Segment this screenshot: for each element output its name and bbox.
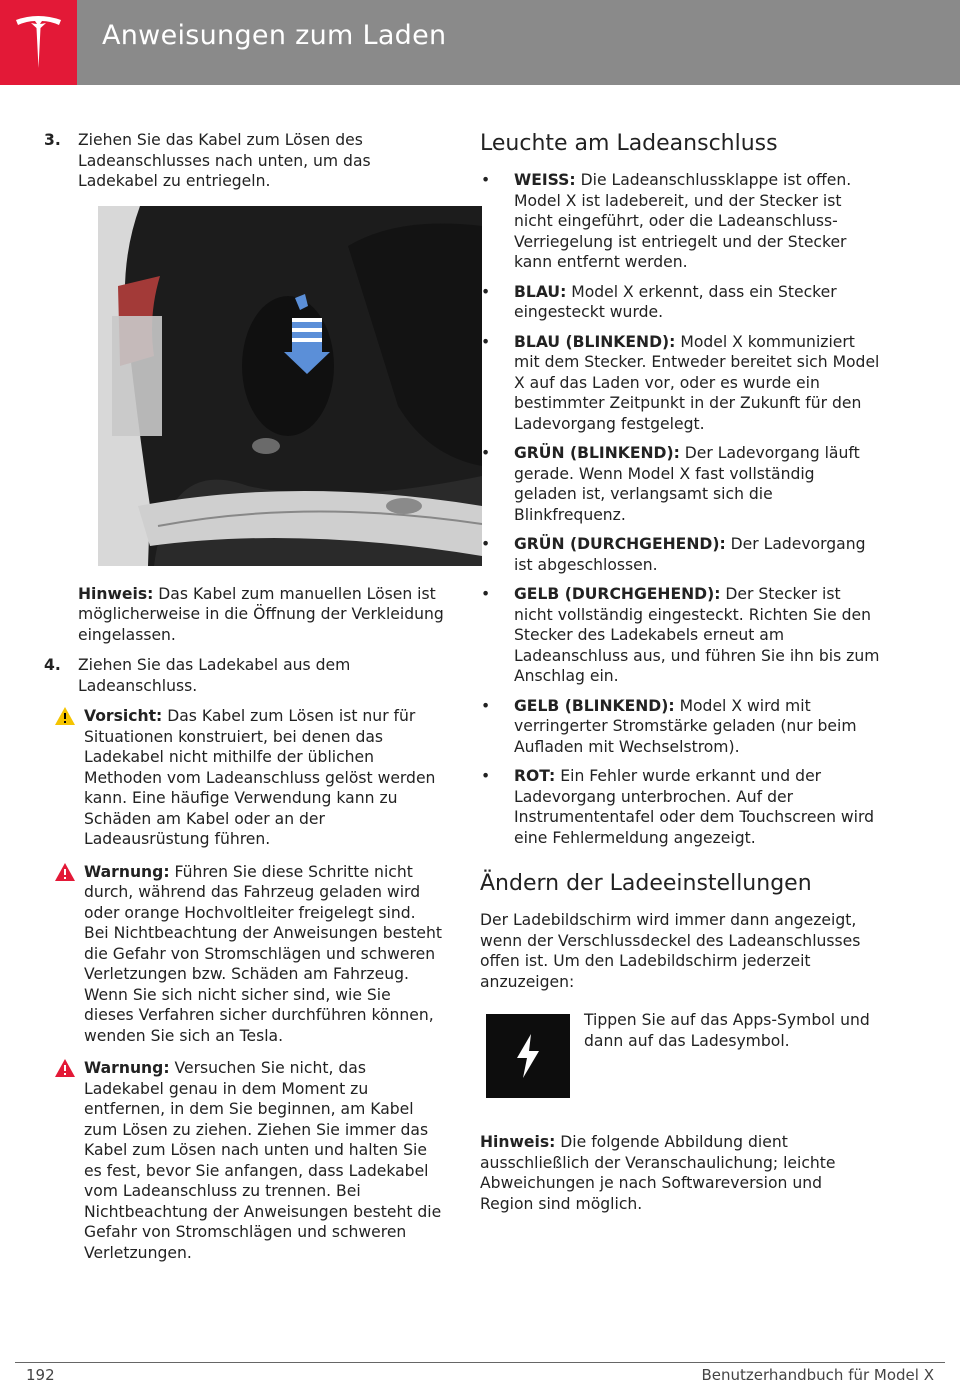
warning-text: Versuchen Sie nicht, das Ladekabel genau in dem Moment zu entfernen, in dem Sie beginnen, am Kabel zum Lösen zu ziehen. Ziehen Sie immer das Kabel zum Lösen nach unten und halten Sie es fest, bevor Sie anfangen, dass Ladekabel vom Ladeanschluss zu trennen. Bei Nichtbeachtung der Anweisungen besteht die Gefahr von Stromschlägen und schweren Verletzungen.: [84, 1059, 442, 1262]
footer-manual-title: Benutzerhandbuch für Model X: [701, 1366, 934, 1384]
list-item: • WEISS: Die Ladeanschlussklappe ist offen. Model X ist ladebereit, und der Stecker ist nicht eingeführt, oder die Ladeanschluss-Verriegelung ist entriegelt und der Stecker kann entfernt werden.: [481, 171, 852, 271]
warning-callout-1: [44, 862, 444, 1047]
step-text: Ziehen Sie das Ladekabel aus dem Ladeanschluss.: [78, 656, 351, 695]
step-number: 3.: [44, 131, 61, 149]
note-release-cable: [78, 584, 444, 646]
caution-text: Das Kabel zum Lösen ist nur für Situationen konstruiert, bei denen das Ladekabel nicht mithilfe der üblichen Methoden vom Ladeanschluss gelöst werden kann. Eine häufige Verwendung kann zu Schäden am Kabel oder an der Ladeausrüstung führen.: [84, 707, 436, 848]
tesla-logo-icon: [14, 14, 63, 70]
page-header: [0, 0, 960, 85]
footer-divider: [15, 1362, 945, 1363]
warning-label: Warnung:: [84, 1059, 170, 1077]
charge-icon-instructions: Tippen Sie auf das Apps-Symbol und dann auf das Ladesymbol.: [584, 1011, 870, 1050]
section-heading-charge-port-light: Leuchte am Ladeanschluss: [480, 131, 778, 156]
note-illustration: [480, 1132, 880, 1214]
warning-callout-2: [44, 1058, 444, 1263]
list-item: • ROT: Ein Fehler wurde erkannt und der Ladevorgang unterbrochen. Auf der Instrumententafel oder dem Touchscreen wird eine Fehlermeldung angezeigt.: [481, 767, 875, 847]
list-item: • GELB (DURCHGEHEND): Der Stecker ist nicht vollständig eingesteckt. Richten Sie den Stecker des Ladekabels erneut am Ladeanschluss aus, und führen Sie ihn bis zum Anschlag ein.: [481, 585, 880, 685]
warning-triangle-icon: [54, 862, 76, 882]
step-text: Ziehen Sie das Kabel zum Lösen des Ladeanschlusses nach unten, um das Ladekabel zu entriegeln.: [78, 131, 371, 190]
list-item: • GELB (BLINKEND): Model X wird mit verringerter Stromstärke geladen (nur beim Aufladen mit Wechselstrom).: [481, 696, 857, 756]
trunk-release-cable-photo: [98, 206, 482, 566]
list-item: • GRÜN (DURCHGEHEND): Der Ladevorgang ist abgeschlossen.: [481, 535, 866, 574]
note-text: Das Kabel zum manuellen Lösen ist möglicherweise in die Öffnung der Verkleidung eingelassen.: [78, 584, 444, 644]
step-3: [44, 130, 444, 192]
list-item: • GRÜN (BLINKEND): Der Ladevorgang läuft gerade. Wenn Model X fast vollständig geladen ist, verlangsamt sich die Blinkfrequenz.: [481, 444, 860, 524]
charging-app-tile: [486, 1014, 570, 1098]
caution-callout: [44, 706, 444, 850]
step-4: [44, 655, 444, 696]
page-title: Anweisungen zum Laden: [102, 20, 447, 51]
page-number: 192: [26, 1366, 55, 1384]
warning-triangle-icon: [54, 1058, 76, 1078]
left-column: [44, 130, 444, 1275]
list-item: • BLAU (BLINKEND): Model X kommuniziert mit dem Stecker. Entweder bereitet sich Model X auf das Laden vor, oder es wurde ein bestimmter Zeitpunkt in der Zukunft für den Ladevorgang festgelegt.: [481, 332, 880, 433]
section-heading-charge-settings: Ändern der Ladeeinstellungen: [480, 871, 812, 896]
charge-icon-row: [480, 1010, 880, 1110]
lightning-bolt-icon: [512, 1033, 544, 1079]
warning-label: Warnung:: [84, 862, 170, 881]
note-label: Hinweis:: [78, 584, 154, 603]
list-item: • BLAU: Model X erkennt, dass ein Stecker eingesteckt wurde.: [481, 282, 837, 321]
step-number: 4.: [44, 656, 61, 674]
note-text: Die folgende Abbildung dient ausschließlich der Veranschaulichung; leichte Abweichungen je nach Softwareversion und Region sind möglich.: [480, 1133, 836, 1213]
light-status-list: [480, 170, 880, 848]
charge-screen-paragraph: Der Ladebildschirm wird immer dann angezeigt, wenn der Verschlussdeckel des Ladeanschlusses offen ist. Um den Ladebildschirm jederzeit anzuzeigen:: [480, 911, 861, 991]
note-label: Hinweis:: [480, 1133, 556, 1151]
right-column: [480, 130, 880, 1214]
caution-triangle-icon: [54, 706, 76, 726]
caution-label: Vorsicht:: [84, 707, 163, 725]
tesla-logo: [0, 0, 77, 85]
warning-text: Führen Sie diese Schritte nicht durch, während das Fahrzeug geladen wird oder orange Hochvoltleiter freigelegt sind. Bei Nichtbeachtung der Anweisungen besteht die Gefahr von Stromschlägen und schweren Verletzungen bzw. Schäden am Fahrzeug. Wenn Sie sich nicht sicher sind, wie Sie dieses Verfahren sicher durchführen können, wenden Sie sich an Tesla.: [84, 862, 443, 1045]
